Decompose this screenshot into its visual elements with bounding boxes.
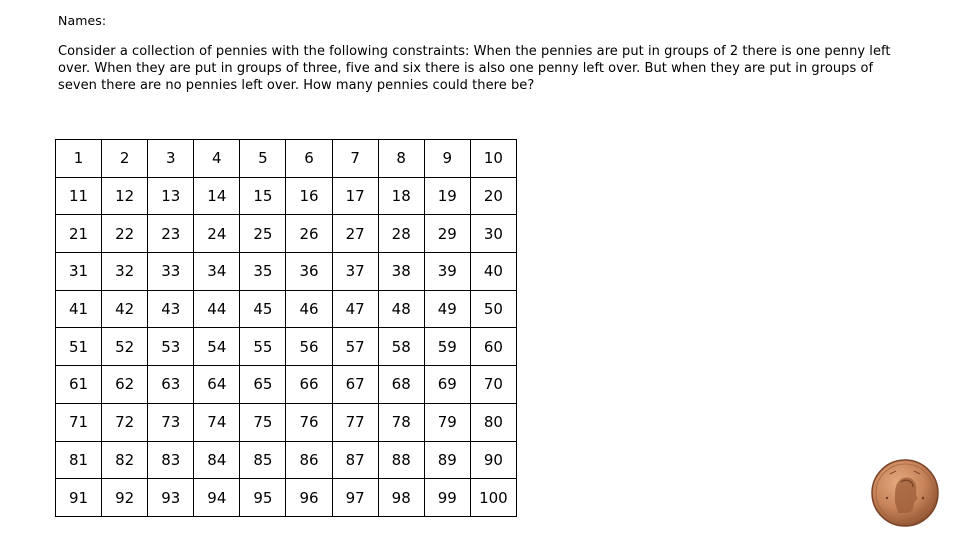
grid-cell: 25: [240, 215, 286, 253]
grid-cell: 13: [148, 177, 194, 215]
grid-cell: 11: [56, 177, 102, 215]
grid-cell: 8: [378, 140, 424, 178]
grid-cell: 70: [470, 366, 516, 404]
grid-cell: 28: [378, 215, 424, 253]
grid-cell: 49: [424, 290, 470, 328]
grid-cell: 38: [378, 253, 424, 291]
grid-row: [56, 177, 517, 215]
grid-cell: 40: [470, 253, 516, 291]
grid-cell: 18: [378, 177, 424, 215]
grid-cell: 61: [56, 366, 102, 404]
grid-cell: 35: [240, 253, 286, 291]
grid-row: [56, 253, 517, 291]
names-label: Names:: [58, 13, 107, 28]
grid-cell: 20: [470, 177, 516, 215]
grid-cell: 12: [102, 177, 148, 215]
grid-cell: 98: [378, 479, 424, 517]
grid-cell: 30: [470, 215, 516, 253]
grid-row: [56, 290, 517, 328]
grid-cell: 74: [194, 403, 240, 441]
grid-cell: 9: [424, 140, 470, 178]
grid-cell: 92: [102, 479, 148, 517]
grid-cell: 62: [102, 366, 148, 404]
grid-cell: 5: [240, 140, 286, 178]
grid-cell: 22: [102, 215, 148, 253]
grid-cell: 76: [286, 403, 332, 441]
grid-cell: 90: [470, 441, 516, 479]
grid-cell: 21: [56, 215, 102, 253]
grid-row: [56, 140, 517, 178]
grid-cell: 19: [424, 177, 470, 215]
grid-cell: 42: [102, 290, 148, 328]
grid-cell: 34: [194, 253, 240, 291]
grid-cell: 69: [424, 366, 470, 404]
grid-cell: 17: [332, 177, 378, 215]
grid-cell: 93: [148, 479, 194, 517]
grid-cell: 44: [194, 290, 240, 328]
grid-cell: 59: [424, 328, 470, 366]
grid-cell: 6: [286, 140, 332, 178]
grid-cell: 51: [56, 328, 102, 366]
grid-cell: 100: [470, 479, 516, 517]
grid-cell: 54: [194, 328, 240, 366]
grid-cell: 15: [240, 177, 286, 215]
grid-cell: 14: [194, 177, 240, 215]
grid-cell: 47: [332, 290, 378, 328]
grid-cell: 36: [286, 253, 332, 291]
grid-cell: 86: [286, 441, 332, 479]
grid-cell: 58: [378, 328, 424, 366]
grid-cell: 83: [148, 441, 194, 479]
grid-cell: 67: [332, 366, 378, 404]
grid-cell: 16: [286, 177, 332, 215]
grid-cell: 85: [240, 441, 286, 479]
grid-cell: 7: [332, 140, 378, 178]
grid-cell: 52: [102, 328, 148, 366]
grid-cell: 48: [378, 290, 424, 328]
grid-cell: 81: [56, 441, 102, 479]
grid-cell: 60: [470, 328, 516, 366]
problem-statement: Consider a collection of pennies with the following constraints: When the pennies are put in groups of 2 there is one penny left over. When they are put in groups of three, five and six there is also one penny left over. But when they are put in groups of seven there are no pennies left over. How many pennies could there be?: [58, 44, 891, 93]
grid-body: [56, 140, 517, 517]
grid-cell: 88: [378, 441, 424, 479]
grid-cell: 4: [194, 140, 240, 178]
grid-cell: 79: [424, 403, 470, 441]
grid-cell: 45: [240, 290, 286, 328]
grid-cell: 31: [56, 253, 102, 291]
grid-cell: 99: [424, 479, 470, 517]
grid-cell: 64: [194, 366, 240, 404]
grid-cell: 37: [332, 253, 378, 291]
grid-cell: 77: [332, 403, 378, 441]
grid-cell: 89: [424, 441, 470, 479]
grid-cell: 80: [470, 403, 516, 441]
grid-cell: 46: [286, 290, 332, 328]
grid-cell: 27: [332, 215, 378, 253]
grid-cell: 84: [194, 441, 240, 479]
grid-cell: 72: [102, 403, 148, 441]
grid-cell: 43: [148, 290, 194, 328]
grid-row: [56, 215, 517, 253]
grid-cell: 26: [286, 215, 332, 253]
grid-cell: 63: [148, 366, 194, 404]
grid-row: [56, 328, 517, 366]
grid-cell: 2: [102, 140, 148, 178]
grid-cell: 73: [148, 403, 194, 441]
grid-cell: 33: [148, 253, 194, 291]
grid-cell: 50: [470, 290, 516, 328]
grid-cell: 97: [332, 479, 378, 517]
grid-cell: 1: [56, 140, 102, 178]
grid-cell: 55: [240, 328, 286, 366]
grid-cell: 91: [56, 479, 102, 517]
grid-cell: 29: [424, 215, 470, 253]
grid-cell: 94: [194, 479, 240, 517]
grid-cell: 87: [332, 441, 378, 479]
grid-cell: 68: [378, 366, 424, 404]
grid-cell: 39: [424, 253, 470, 291]
grid-cell: 24: [194, 215, 240, 253]
grid-row: [56, 441, 517, 479]
grid-cell: 23: [148, 215, 194, 253]
grid-cell: 65: [240, 366, 286, 404]
grid-cell: 53: [148, 328, 194, 366]
grid-cell: 96: [286, 479, 332, 517]
grid-cell: 56: [286, 328, 332, 366]
grid-cell: 41: [56, 290, 102, 328]
grid-cell: 71: [56, 403, 102, 441]
grid-row: [56, 403, 517, 441]
grid-cell: 57: [332, 328, 378, 366]
grid-cell: 10: [470, 140, 516, 178]
grid-cell: 82: [102, 441, 148, 479]
grid-row: [56, 479, 517, 517]
grid-cell: 3: [148, 140, 194, 178]
hundreds-grid: [55, 139, 517, 517]
grid-cell: 75: [240, 403, 286, 441]
penny-coin-icon: [870, 458, 940, 528]
grid-cell: 66: [286, 366, 332, 404]
grid-cell: 32: [102, 253, 148, 291]
grid-cell: 78: [378, 403, 424, 441]
grid-row: [56, 366, 517, 404]
grid-cell: 95: [240, 479, 286, 517]
